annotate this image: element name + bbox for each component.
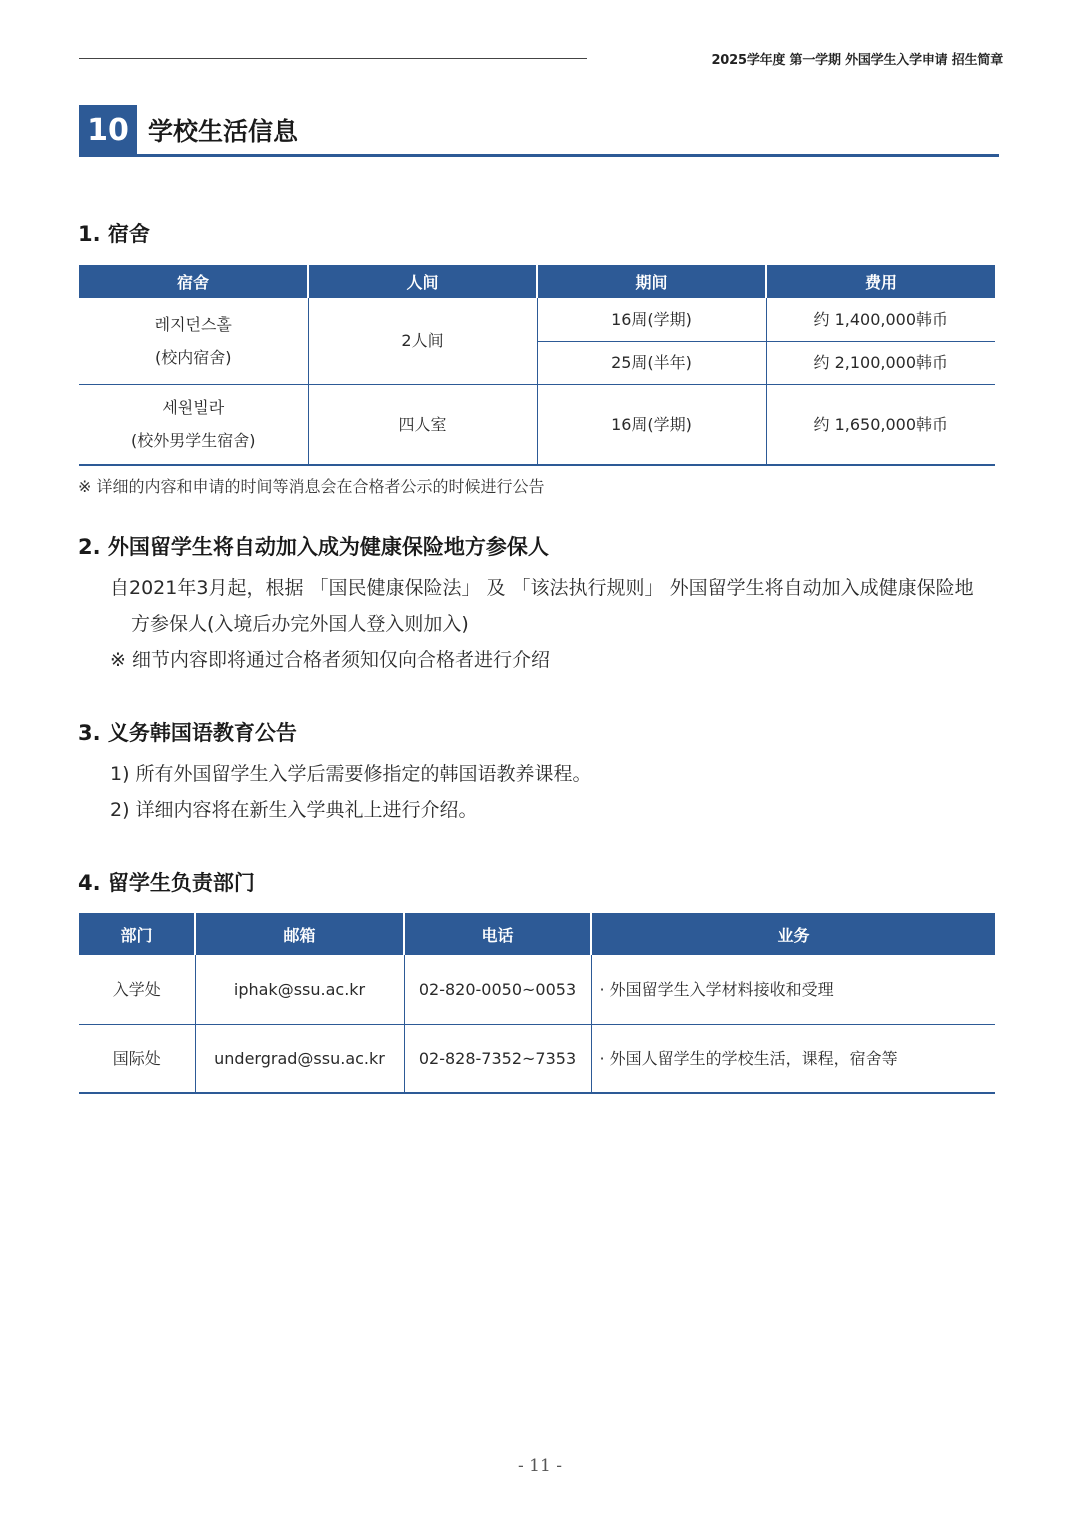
phone-cell: 02-828-7352~7353 — [404, 1024, 591, 1093]
column-header: 人间 — [308, 265, 537, 298]
dorm-name-sub: (校内宿舍) — [155, 347, 232, 367]
room-type-cell: 四人室 — [308, 384, 537, 465]
header-rule — [79, 58, 587, 59]
dorm-name: 레지던스홀 — [154, 314, 232, 334]
dorm-name-sub: (校外男学生宿舍) — [131, 431, 256, 451]
table-row — [79, 298, 995, 341]
fee-cell: 约 2,100,000韩币 — [766, 341, 995, 384]
email-cell: iphak@ssu.ac.kr — [195, 955, 404, 1024]
table-row — [79, 384, 995, 465]
table-header-row — [79, 913, 995, 955]
fee-cell: 约 1,650,000韩币 — [766, 384, 995, 465]
list-item: 1) 所有外国留学生入学后需要修指定的韩国语教养课程。 — [110, 763, 592, 785]
korean-education-heading: 3. 义务韩国语教育公告 — [78, 721, 297, 745]
column-header: 业务 — [591, 913, 995, 955]
section-underline — [79, 154, 999, 157]
duty-cell: · 外国人留学生的学校生活，课程，宿舍等 — [591, 1024, 995, 1093]
phone-cell: 02-820-0050~0053 — [404, 955, 591, 1024]
insurance-text-line2: 方参保人(入境后办完外国人登入则加入) — [131, 613, 469, 635]
column-header: 电话 — [404, 913, 591, 955]
document-header-title: 2025学年度 第一学期 外国学生入学申请 招生简章 — [711, 53, 1003, 68]
insurance-text-line1: 自2021年3月起，根据 「国民健康保险法」 及 「该法执行规则」 外国留学生将自动加入成健康保险地 — [110, 577, 974, 599]
column-header: 期间 — [537, 265, 766, 298]
period-cell: 16周(学期) — [537, 298, 766, 341]
dormitory-heading: 1. 宿舍 — [78, 222, 150, 246]
fee-cell: 约 1,400,000韩币 — [766, 298, 995, 341]
table-header-row — [79, 265, 995, 298]
dormitory-note: ※ 详细的内容和申请的时间等消息会在合格者公示的时候进行公告 — [78, 477, 545, 496]
section-number-badge: 10 — [79, 105, 137, 155]
column-header: 宿舍 — [79, 265, 308, 298]
departments-heading: 4. 留学生负责部门 — [78, 871, 255, 895]
table-row — [79, 1024, 995, 1093]
list-item: 2) 详细内容将在新生入学典礼上进行介绍。 — [110, 799, 478, 821]
department-cell: 入学处 — [79, 955, 195, 1024]
department-cell: 国际处 — [79, 1024, 195, 1093]
dorm-name: 세원빌라 — [162, 398, 225, 418]
period-cell: 16周(学期) — [537, 384, 766, 465]
period-cell: 25周(半年) — [537, 341, 766, 384]
column-header: 邮箱 — [195, 913, 404, 955]
insurance-note: ※ 细节内容即将通过合格者须知仅向合格者进行介绍 — [110, 649, 550, 671]
column-header: 费用 — [766, 265, 995, 298]
duty-cell: · 外国留学生入学材料接收和受理 — [591, 955, 995, 1024]
insurance-heading: 2. 外国留学生将自动加入成为健康保险地方参保人 — [78, 535, 549, 559]
dorm-name-cell — [79, 384, 308, 465]
section-title: 学校生活信息 — [148, 117, 299, 146]
dorm-name-cell — [79, 298, 308, 384]
departments-table — [79, 913, 995, 1094]
room-type-cell: 2人间 — [308, 298, 537, 384]
column-header: 部门 — [79, 913, 195, 955]
dormitory-table — [79, 265, 995, 466]
email-cell: undergrad@ssu.ac.kr — [195, 1024, 404, 1093]
table-row — [79, 955, 995, 1024]
page-number: - 11 - — [518, 1456, 562, 1476]
